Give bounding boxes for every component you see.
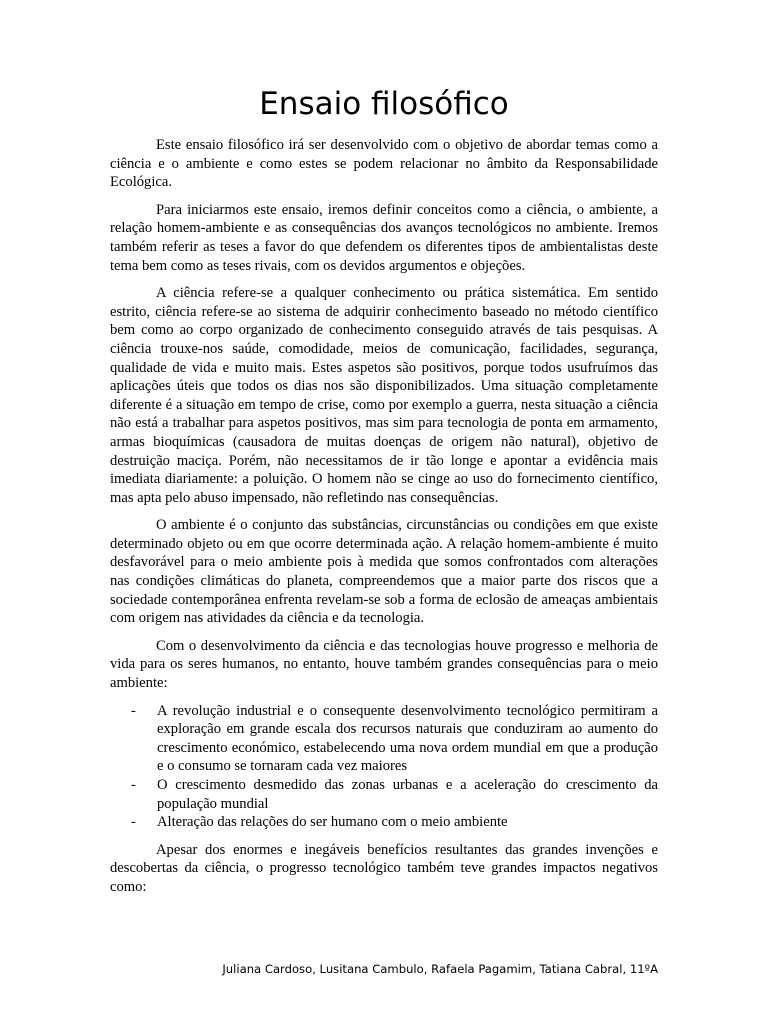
bullet-dash: - <box>131 777 136 793</box>
consequences-list <box>110 702 658 832</box>
list-item-text: O crescimento desmedido das zonas urbanas e a aceleração do crescimento da população mundial <box>157 777 658 812</box>
list-item-text: Alteração das relações do ser humano com o meio ambiente <box>157 814 508 831</box>
paragraph-consequences: Com o desenvolvimento da ciência e das tecnologias houve progresso e melhoria de vida para os seres humanos, no entanto, houve também grandes consequências para o meio ambiente: <box>110 637 658 692</box>
paragraph-plan: Para iniciarmos este ensaio, iremos definir conceitos como a ciência, o ambiente, a relação homem-ambiente e as consequências dos avanços tecnológicos no ambiente. Iremos também referir as teses a favor do que defendem os diferentes tipos de ambientalistas deste tema bem como as teses rivais, com os devidos argumentos e objeções. <box>110 201 658 274</box>
paragraph-science: A ciência refere-se a qualquer conhecimento ou prática sistemática. Em sentido estrito, ciência refere-se ao sistema de adquirir conhecimento baseado no método científico bem como ao corpo organizado de conhecimento conseguido através de tais pesquisas. A ciência trouxe-nos saúde, comodidade, meios de comunicação, facilidades, segurança, qualidade de vida e muito mais. Estes aspetos são positivos, porque todos usufruímos das aplicações úteis que todos os dias nos são disponibilizados. Uma situação completamente diferente é a situação em tempo de crise, como por exemplo a guerra, nesta situação a ciência não está a trabalhar para aspetos positivos, mas sim para tecnologia de ponta em armamento, armas bioquímicas (causadora de muitas doenças de origem não natural), objetivo de destruição maciça. Porém, não necessitamos de ir tão longe e apontar a evidência mais imediata diariamente: a poluição. O homem não se cinge ao uso do fornecimento científico, mas apta pelo abuso impensado, não refletindo nas consequências. <box>110 285 658 506</box>
list-item-text: A revolução industrial e o consequente desenvolvimento tecnológico permitiram a exploração em grande escala dos recursos naturais que conduziram ao aumento do crescimento económico, estabelecendo uma nova ordem mundial em que a produção e o consumo se tornaram cada vez maiores <box>157 702 658 775</box>
page-footer-authors: Juliana Cardoso, Lusitana Cambulo, Rafaela Pagamim, Tatiana Cabral, 11ºA <box>222 962 658 976</box>
document-body <box>110 136 658 906</box>
paragraph-intro: Este ensaio filosófico irá ser desenvolvido com o objetivo de abordar temas como a ciência e o ambiente e como estes se podem relacionar no âmbito da Responsabilidade Ecológica. <box>110 137 658 191</box>
document-title: Ensaio filosófico <box>259 86 509 122</box>
paragraph-environment: O ambiente é o conjunto das substâncias, circunstâncias ou condições em que existe determinado objeto ou em que ocorre determinada ação. A relação homem-ambiente é muito desfavorável para o meio ambiente pois à medida que somos confrontados com alterações nas condições climáticas do planeta, compreendemos que a maior parte dos riscos que a sociedade contemporânea enfrenta revelam-se sob a forma de eclosão de ameaças ambientais com origem nas atividades da ciência e da tecnologia. <box>110 517 658 627</box>
paragraph-negative-impacts: Apesar dos enormes e inegáveis benefícios resultantes das grandes invenções e descobertas da ciência, o progresso tecnológico também teve grandes impactos negativos como: <box>110 841 658 895</box>
bullet-dash: - <box>131 702 136 719</box>
bullet-dash: - <box>131 814 136 831</box>
list-item <box>110 776 658 813</box>
list-item <box>110 702 658 776</box>
list-item <box>110 813 658 832</box>
